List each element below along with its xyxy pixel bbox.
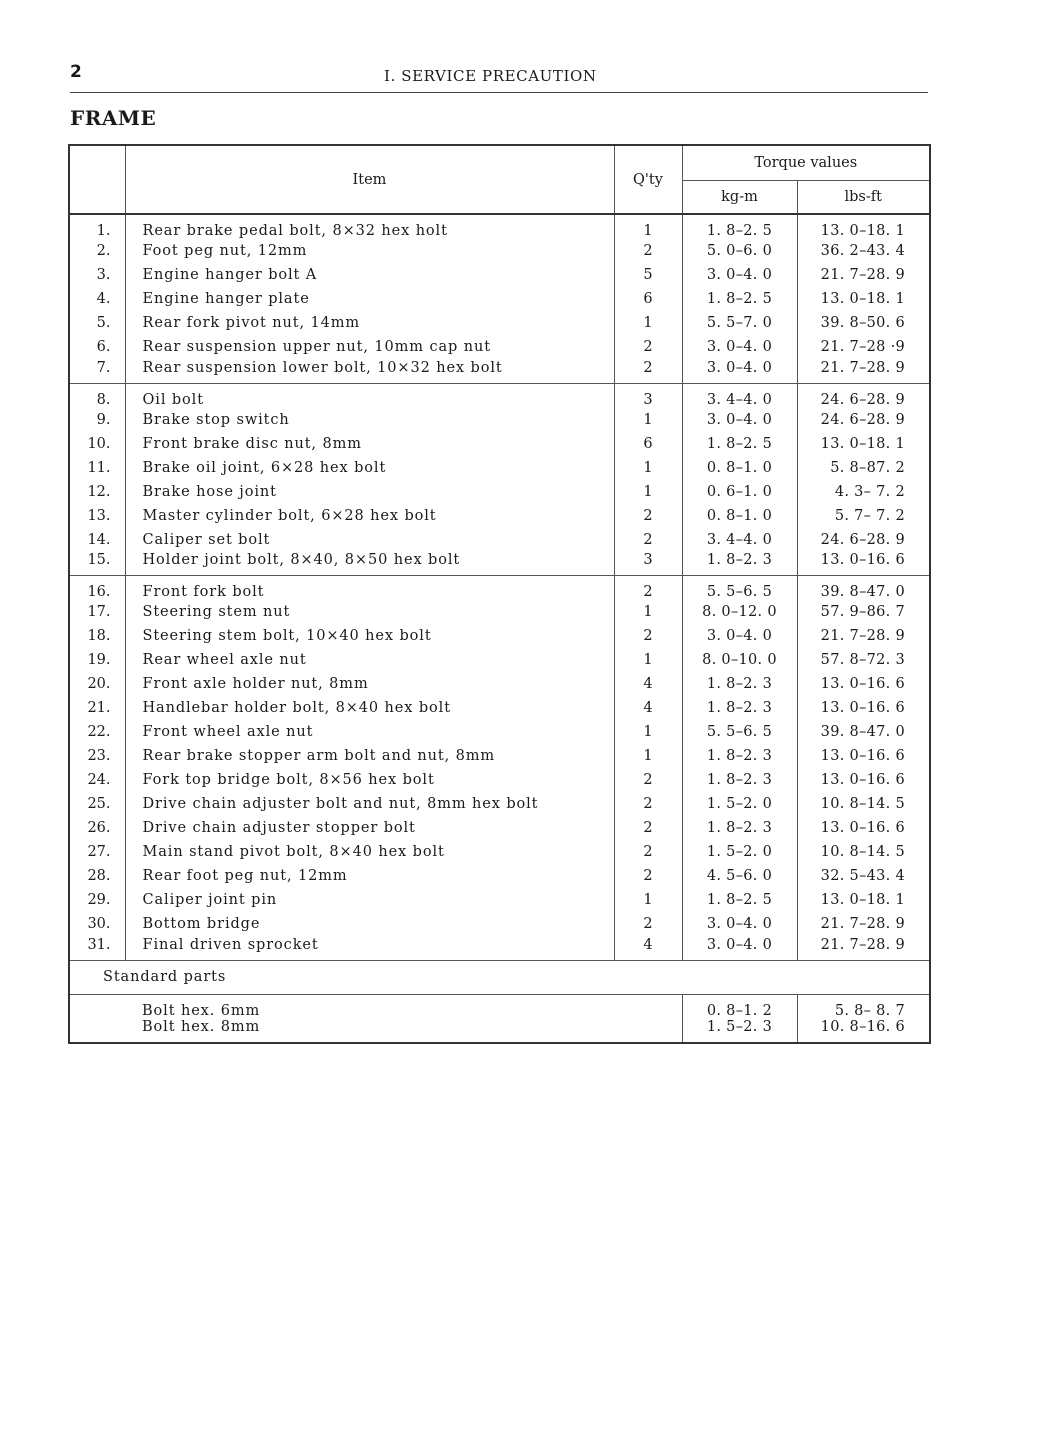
torque-kg-m: 1. 8–2. 5 bbox=[682, 432, 797, 456]
item-quantity: 6 bbox=[614, 432, 682, 456]
torque-lbs-ft: 36. 2–43. 4 bbox=[820, 243, 906, 259]
torque-kg-m: 1. 5–2. 3 bbox=[682, 1019, 797, 1043]
item-quantity: 1 bbox=[614, 311, 682, 335]
item-number: 8. bbox=[69, 383, 125, 408]
item-quantity: 2 bbox=[614, 864, 682, 888]
table-header bbox=[69, 145, 930, 214]
standard-parts-label: Standard parts bbox=[69, 960, 930, 994]
torque-kg-m: 1. 8–2. 3 bbox=[682, 672, 797, 696]
item-number: 11. bbox=[69, 456, 125, 480]
item-name: Bottom bridge bbox=[125, 912, 614, 936]
torque-kg-m: 3. 0–4. 0 bbox=[682, 263, 797, 287]
item-name: Rear brake stopper arm bolt and nut, 8mm bbox=[125, 744, 614, 768]
item-quantity: 1 bbox=[614, 214, 682, 239]
item-quantity: 4 bbox=[614, 936, 682, 960]
item-number: 29. bbox=[69, 888, 125, 912]
torque-lbs-ft: 21. 7–28. 9 bbox=[820, 916, 906, 932]
table-row bbox=[69, 576, 930, 601]
torque-kg-m: 8. 0–12. 0 bbox=[682, 600, 797, 624]
item-group bbox=[69, 214, 930, 383]
lbs-ft-column-header: lbs-ft bbox=[797, 181, 930, 215]
item-quantity: 2 bbox=[614, 335, 682, 359]
table-row bbox=[69, 239, 930, 263]
item-name: Rear wheel axle nut bbox=[125, 648, 614, 672]
item-name: Final driven sprocket bbox=[125, 936, 614, 960]
item-name: Oil bolt bbox=[125, 383, 614, 408]
torque-values-header: Torque values bbox=[682, 145, 930, 181]
torque-lbs-ft: 10. 8–14. 5 bbox=[820, 796, 906, 812]
table-row bbox=[69, 383, 930, 408]
torque-kg-m: 5. 5–6. 5 bbox=[682, 576, 797, 601]
item-quantity: 2 bbox=[614, 239, 682, 263]
table-row bbox=[69, 672, 930, 696]
torque-table bbox=[68, 144, 931, 1044]
item-quantity: 5 bbox=[614, 263, 682, 287]
item-name: Caliper joint pin bbox=[125, 888, 614, 912]
torque-kg-m: 3. 0–4. 0 bbox=[682, 912, 797, 936]
torque-lbs-ft: 32. 5–43. 4 bbox=[820, 868, 906, 884]
torque-lbs-ft: 5. 7– 7. 2 bbox=[834, 507, 906, 524]
item-number: 17. bbox=[69, 600, 125, 624]
item-quantity: 1 bbox=[614, 648, 682, 672]
item-name: Engine hanger plate bbox=[125, 287, 614, 311]
item-quantity: 6 bbox=[614, 287, 682, 311]
blank-cell bbox=[69, 1019, 125, 1043]
torque-lbs-ft: 13. 0–18. 1 bbox=[820, 892, 906, 908]
item-number: 7. bbox=[69, 359, 125, 383]
torque-kg-m: 4. 5–6. 0 bbox=[682, 864, 797, 888]
torque-kg-m: 3. 4–4. 0 bbox=[682, 383, 797, 408]
torque-lbs-ft: 21. 7–28. 9 bbox=[820, 359, 906, 376]
table-row bbox=[69, 456, 930, 480]
item-name: Brake oil joint, 6×28 hex bolt bbox=[125, 456, 614, 480]
item-number: 18. bbox=[69, 624, 125, 648]
torque-kg-m: 1. 5–2. 0 bbox=[682, 840, 797, 864]
item-quantity: 2 bbox=[614, 912, 682, 936]
item-name: Drive chain adjuster bolt and nut, 8mm hex bolt bbox=[125, 792, 614, 816]
standard-part-name: Bolt hex. 8mm bbox=[125, 1019, 682, 1043]
table-row bbox=[69, 936, 930, 960]
item-quantity: 4 bbox=[614, 672, 682, 696]
table-row bbox=[69, 432, 930, 456]
torque-kg-m: 5. 5–6. 5 bbox=[682, 720, 797, 744]
item-name: Rear brake pedal bolt, 8×32 hex holt bbox=[125, 214, 614, 239]
table-row bbox=[69, 648, 930, 672]
torque-lbs-ft: 24. 6–28. 9 bbox=[820, 391, 906, 408]
item-number: 6. bbox=[69, 335, 125, 359]
item-quantity: 1 bbox=[614, 600, 682, 624]
table-row bbox=[69, 552, 930, 576]
torque-kg-m: 0. 8–1. 0 bbox=[682, 504, 797, 528]
item-name: Rear foot peg nut, 12mm bbox=[125, 864, 614, 888]
item-name: Drive chain adjuster stopper bolt bbox=[125, 816, 614, 840]
item-number: 20. bbox=[69, 672, 125, 696]
torque-kg-m: 3. 0–4. 0 bbox=[682, 624, 797, 648]
torque-lbs-ft: 24. 6–28. 9 bbox=[820, 531, 906, 548]
torque-lbs-ft: 13. 0–16. 6 bbox=[820, 552, 906, 569]
torque-lbs-ft: 5. 8–87. 2 bbox=[830, 459, 906, 476]
item-name: Steering stem nut bbox=[125, 600, 614, 624]
torque-kg-m: 1. 8–2. 3 bbox=[682, 552, 797, 576]
item-quantity: 1 bbox=[614, 480, 682, 504]
item-column-header: Item bbox=[125, 145, 614, 214]
torque-lbs-ft: 5. 8– 8. 7 bbox=[834, 1002, 906, 1019]
torque-kg-m: 3. 0–4. 0 bbox=[682, 936, 797, 960]
table-row bbox=[69, 528, 930, 552]
table-row bbox=[69, 359, 930, 383]
item-quantity: 2 bbox=[614, 768, 682, 792]
torque-lbs-ft: 39. 8–50. 6 bbox=[820, 315, 906, 331]
table-row bbox=[69, 311, 930, 335]
standard-part-name: Bolt hex. 6mm bbox=[125, 994, 682, 1019]
item-number: 31. bbox=[69, 936, 125, 960]
table-row bbox=[69, 624, 930, 648]
standard-parts-header-row bbox=[69, 960, 930, 994]
item-name: Brake stop switch bbox=[125, 408, 614, 432]
torque-kg-m: 1. 8–2. 3 bbox=[682, 768, 797, 792]
item-number: 19. bbox=[69, 648, 125, 672]
item-name: Front wheel axle nut bbox=[125, 720, 614, 744]
torque-kg-m: 3. 0–4. 0 bbox=[682, 335, 797, 359]
item-quantity: 2 bbox=[614, 816, 682, 840]
item-name: Main stand pivot bolt, 8×40 hex bolt bbox=[125, 840, 614, 864]
torque-lbs-ft: 21. 7–28. 9 bbox=[820, 936, 906, 953]
torque-lbs-ft: 13. 0–16. 6 bbox=[820, 748, 906, 764]
torque-kg-m: 5. 0–6. 0 bbox=[682, 239, 797, 263]
item-number: 16. bbox=[69, 576, 125, 601]
item-name: Rear fork pivot nut, 14mm bbox=[125, 311, 614, 335]
table-row bbox=[69, 214, 930, 239]
table-row bbox=[69, 263, 930, 287]
table-row bbox=[69, 816, 930, 840]
torque-kg-m: 1. 5–2. 0 bbox=[682, 792, 797, 816]
item-name: Front axle holder nut, 8mm bbox=[125, 672, 614, 696]
item-quantity: 1 bbox=[614, 408, 682, 432]
item-number: 30. bbox=[69, 912, 125, 936]
table-row bbox=[69, 720, 930, 744]
torque-lbs-ft: 57. 8–72. 3 bbox=[820, 652, 906, 668]
table-row bbox=[69, 480, 930, 504]
kg-m-column-header: kg-m bbox=[682, 181, 797, 215]
item-quantity: 4 bbox=[614, 696, 682, 720]
torque-lbs-ft: 24. 6–28. 9 bbox=[820, 411, 906, 428]
torque-lbs-ft: 13. 0–16. 6 bbox=[820, 820, 906, 836]
table-row bbox=[69, 335, 930, 359]
standard-parts-rows bbox=[69, 994, 930, 1043]
item-number: 3. bbox=[69, 263, 125, 287]
torque-kg-m: 5. 5–7. 0 bbox=[682, 311, 797, 335]
item-quantity: 1 bbox=[614, 720, 682, 744]
page-number: 2 bbox=[70, 62, 82, 82]
torque-kg-m: 8. 0–10. 0 bbox=[682, 648, 797, 672]
torque-lbs-ft: 13. 0–18. 1 bbox=[820, 223, 906, 239]
item-name: Foot peg nut, 12mm bbox=[125, 239, 614, 263]
item-quantity: 3 bbox=[614, 552, 682, 576]
item-number: 28. bbox=[69, 864, 125, 888]
torque-lbs-ft: 13. 0–16. 6 bbox=[820, 700, 906, 716]
item-quantity: 1 bbox=[614, 456, 682, 480]
item-number: 4. bbox=[69, 287, 125, 311]
item-number: 2. bbox=[69, 239, 125, 263]
item-number: 13. bbox=[69, 504, 125, 528]
item-number: 27. bbox=[69, 840, 125, 864]
torque-kg-m: 1. 8–2. 5 bbox=[682, 287, 797, 311]
torque-lbs-ft: 4. 3– 7. 2 bbox=[834, 483, 906, 500]
torque-lbs-ft: 21. 7–28. 9 bbox=[820, 267, 906, 283]
item-quantity: 2 bbox=[614, 359, 682, 383]
torque-lbs-ft: 39. 8–47. 0 bbox=[820, 724, 906, 740]
item-name: Fork top bridge bolt, 8×56 hex bolt bbox=[125, 768, 614, 792]
item-name: Brake hose joint bbox=[125, 480, 614, 504]
item-group bbox=[69, 576, 930, 961]
item-quantity: 3 bbox=[614, 383, 682, 408]
torque-lbs-ft: 13. 0–18. 1 bbox=[820, 435, 906, 452]
item-number: 12. bbox=[69, 480, 125, 504]
table-row bbox=[69, 768, 930, 792]
table-row bbox=[69, 864, 930, 888]
item-name: Rear suspension upper nut, 10mm cap nut bbox=[125, 335, 614, 359]
item-number: 22. bbox=[69, 720, 125, 744]
torque-lbs-ft: 13. 0–18. 1 bbox=[820, 291, 906, 307]
item-quantity: 2 bbox=[614, 528, 682, 552]
torque-lbs-ft: 13. 0–16. 6 bbox=[820, 772, 906, 788]
item-quantity: 1 bbox=[614, 744, 682, 768]
section-title: FRAME bbox=[70, 106, 157, 130]
torque-kg-m: 1. 8–2. 5 bbox=[682, 888, 797, 912]
table-row bbox=[69, 888, 930, 912]
torque-kg-m: 0. 8–1. 0 bbox=[682, 456, 797, 480]
item-quantity: 1 bbox=[614, 888, 682, 912]
item-number: 21. bbox=[69, 696, 125, 720]
item-number: 26. bbox=[69, 816, 125, 840]
table-row bbox=[69, 744, 930, 768]
item-quantity: 2 bbox=[614, 624, 682, 648]
table-row bbox=[69, 504, 930, 528]
item-number: 23. bbox=[69, 744, 125, 768]
item-number: 25. bbox=[69, 792, 125, 816]
item-number: 24. bbox=[69, 768, 125, 792]
item-name: Holder joint bolt, 8×40, 8×50 hex bolt bbox=[125, 552, 614, 576]
item-number: 15. bbox=[69, 552, 125, 576]
torque-kg-m: 1. 8–2. 3 bbox=[682, 816, 797, 840]
item-number: 5. bbox=[69, 311, 125, 335]
item-quantity: 2 bbox=[614, 840, 682, 864]
item-name: Front brake disc nut, 8mm bbox=[125, 432, 614, 456]
table-row bbox=[69, 1019, 930, 1043]
table-row bbox=[69, 792, 930, 816]
table-row bbox=[69, 912, 930, 936]
table-row bbox=[69, 600, 930, 624]
item-number: 10. bbox=[69, 432, 125, 456]
item-quantity: 2 bbox=[614, 504, 682, 528]
torque-kg-m: 3. 4–4. 0 bbox=[682, 528, 797, 552]
item-name: Rear suspension lower bolt, 10×32 hex bolt bbox=[125, 359, 614, 383]
table-row bbox=[69, 287, 930, 311]
table-row bbox=[69, 696, 930, 720]
table-row bbox=[69, 994, 930, 1019]
item-number: 1. bbox=[69, 214, 125, 239]
torque-kg-m: 1. 8–2. 3 bbox=[682, 696, 797, 720]
torque-kg-m: 3. 0–4. 0 bbox=[682, 359, 797, 383]
torque-kg-m: 0. 8–1. 2 bbox=[682, 994, 797, 1019]
item-name: Front fork bolt bbox=[125, 576, 614, 601]
torque-kg-m: 1. 8–2. 5 bbox=[682, 214, 797, 239]
torque-kg-m: 1. 8–2. 3 bbox=[682, 744, 797, 768]
torque-lbs-ft: 10. 8–14. 5 bbox=[820, 844, 906, 860]
item-number: 14. bbox=[69, 528, 125, 552]
torque-lbs-ft: 10. 8–16. 6 bbox=[820, 1019, 906, 1035]
standard-parts-section bbox=[69, 960, 930, 994]
torque-lbs-ft: 21. 7–28. 9 bbox=[820, 628, 906, 644]
number-column-header bbox=[69, 145, 125, 214]
item-name: Master cylinder bolt, 6×28 hex bolt bbox=[125, 504, 614, 528]
item-name: Engine hanger bolt A bbox=[125, 263, 614, 287]
item-quantity: 2 bbox=[614, 792, 682, 816]
torque-lbs-ft: 13. 0–16. 6 bbox=[820, 676, 906, 692]
item-number: 9. bbox=[69, 408, 125, 432]
qty-column-header: Q'ty bbox=[614, 145, 682, 214]
item-group bbox=[69, 383, 930, 576]
item-quantity: 2 bbox=[614, 576, 682, 601]
table-row bbox=[69, 840, 930, 864]
torque-kg-m: 3. 0–4. 0 bbox=[682, 408, 797, 432]
torque-lbs-ft: 21. 7–28 ·9 bbox=[820, 339, 906, 355]
table-row bbox=[69, 408, 930, 432]
torque-lbs-ft: 57. 9–86. 7 bbox=[820, 604, 906, 620]
item-name: Caliper set bolt bbox=[125, 528, 614, 552]
torque-lbs-ft: 39. 8–47. 0 bbox=[820, 584, 906, 600]
torque-kg-m: 0. 6–1. 0 bbox=[682, 480, 797, 504]
blank-cell bbox=[69, 994, 125, 1019]
running-head: I. SERVICE PRECAUTION bbox=[384, 67, 597, 85]
item-name: Steering stem bolt, 10×40 hex bolt bbox=[125, 624, 614, 648]
header-rule bbox=[70, 92, 928, 93]
item-name: Handlebar holder bolt, 8×40 hex bolt bbox=[125, 696, 614, 720]
